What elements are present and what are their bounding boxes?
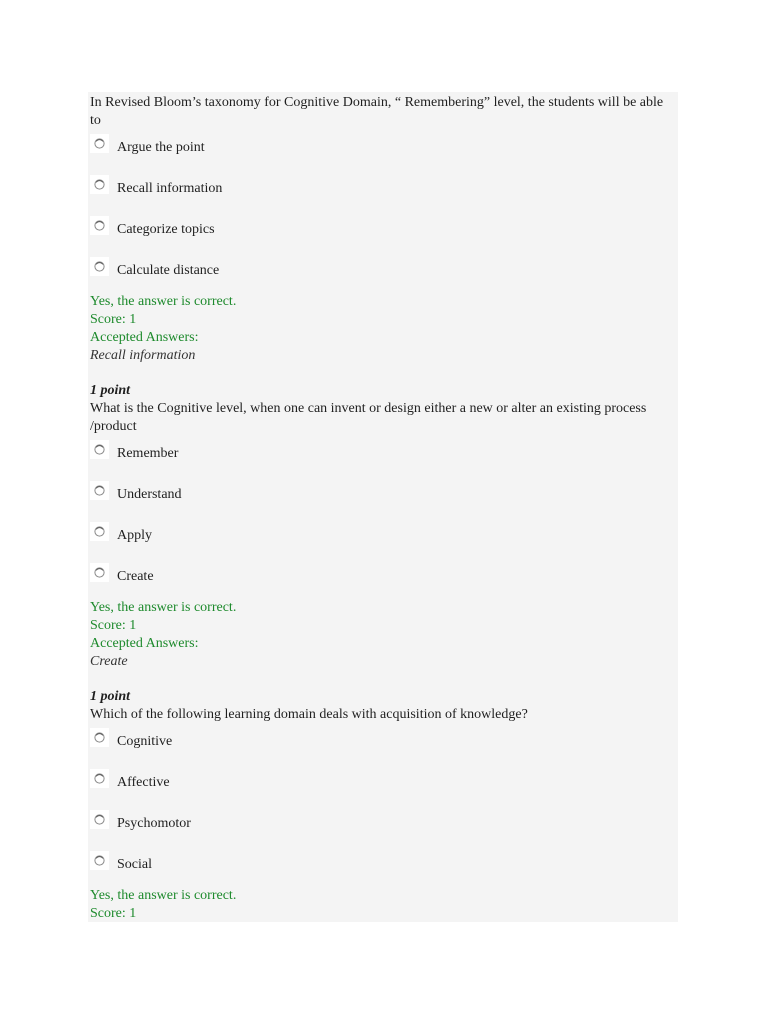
option-item[interactable] [90, 440, 668, 481]
option-item[interactable] [90, 769, 668, 810]
option-item[interactable] [90, 481, 668, 522]
question-block-1 [90, 94, 668, 365]
question-text: What is the Cognitive level, when one can invent or design either a new or alter an existing process /product [90, 401, 647, 434]
radio-button-icon[interactable] [90, 216, 109, 235]
option-label: Calculate distance [117, 263, 220, 278]
feedback-message: Yes, the answer is correct. [90, 294, 237, 309]
option-item[interactable] [90, 563, 668, 604]
radio-button-icon[interactable] [90, 175, 109, 194]
question-block-2 [90, 382, 668, 671]
options-list [90, 728, 668, 892]
radio-button-icon[interactable] [90, 134, 109, 153]
feedback-message: Yes, the answer is correct. [90, 600, 237, 615]
feedback-message: Yes, the answer is correct. [90, 888, 237, 903]
option-item[interactable] [90, 522, 668, 563]
option-item[interactable] [90, 134, 668, 175]
question-text: Which of the following learning domain deals with acquisition of knowledge? [90, 707, 528, 722]
options-list [90, 440, 668, 604]
option-label: Remember [117, 446, 179, 461]
option-label: Apply [117, 528, 152, 543]
options-list [90, 134, 668, 298]
option-item[interactable] [90, 728, 668, 769]
question-block-3 [90, 688, 668, 923]
accepted-answer: Create [90, 654, 128, 669]
option-label: Understand [117, 487, 182, 502]
question-text: In Revised Bloom’s taxonomy for Cognitive Domain, “ Remembering” level, the students will be able to [90, 95, 664, 128]
radio-button-icon[interactable] [90, 257, 109, 276]
option-label: Categorize topics [117, 222, 215, 237]
radio-button-icon[interactable] [90, 563, 109, 582]
radio-button-icon[interactable] [90, 810, 109, 829]
radio-button-icon[interactable] [90, 522, 109, 541]
option-label: Create [117, 569, 154, 584]
accepted-answer: Recall information [90, 348, 196, 363]
radio-button-icon[interactable] [90, 769, 109, 788]
score-text: Score: 1 [90, 618, 137, 633]
score-text: Score: 1 [90, 312, 137, 327]
score-text: Score: 1 [90, 906, 137, 921]
accepted-answers-label: Accepted Answers: [90, 636, 199, 651]
option-label: Psychomotor [117, 816, 191, 831]
option-label: Recall information [117, 181, 223, 196]
radio-button-icon[interactable] [90, 481, 109, 500]
radio-button-icon[interactable] [90, 440, 109, 459]
accepted-answers-label: Accepted Answers: [90, 330, 199, 345]
quiz-content [90, 94, 668, 923]
points-label: 1 point [90, 383, 131, 398]
option-label: Social [117, 857, 152, 872]
option-label: Affective [117, 775, 170, 790]
option-item[interactable] [90, 851, 668, 892]
option-item[interactable] [90, 216, 668, 257]
radio-button-icon[interactable] [90, 851, 109, 870]
option-label: Cognitive [117, 734, 173, 749]
option-item[interactable] [90, 810, 668, 851]
radio-button-icon[interactable] [90, 728, 109, 747]
option-item[interactable] [90, 257, 668, 298]
option-item[interactable] [90, 175, 668, 216]
option-label: Argue the point [117, 140, 205, 155]
points-label: 1 point [90, 689, 131, 704]
